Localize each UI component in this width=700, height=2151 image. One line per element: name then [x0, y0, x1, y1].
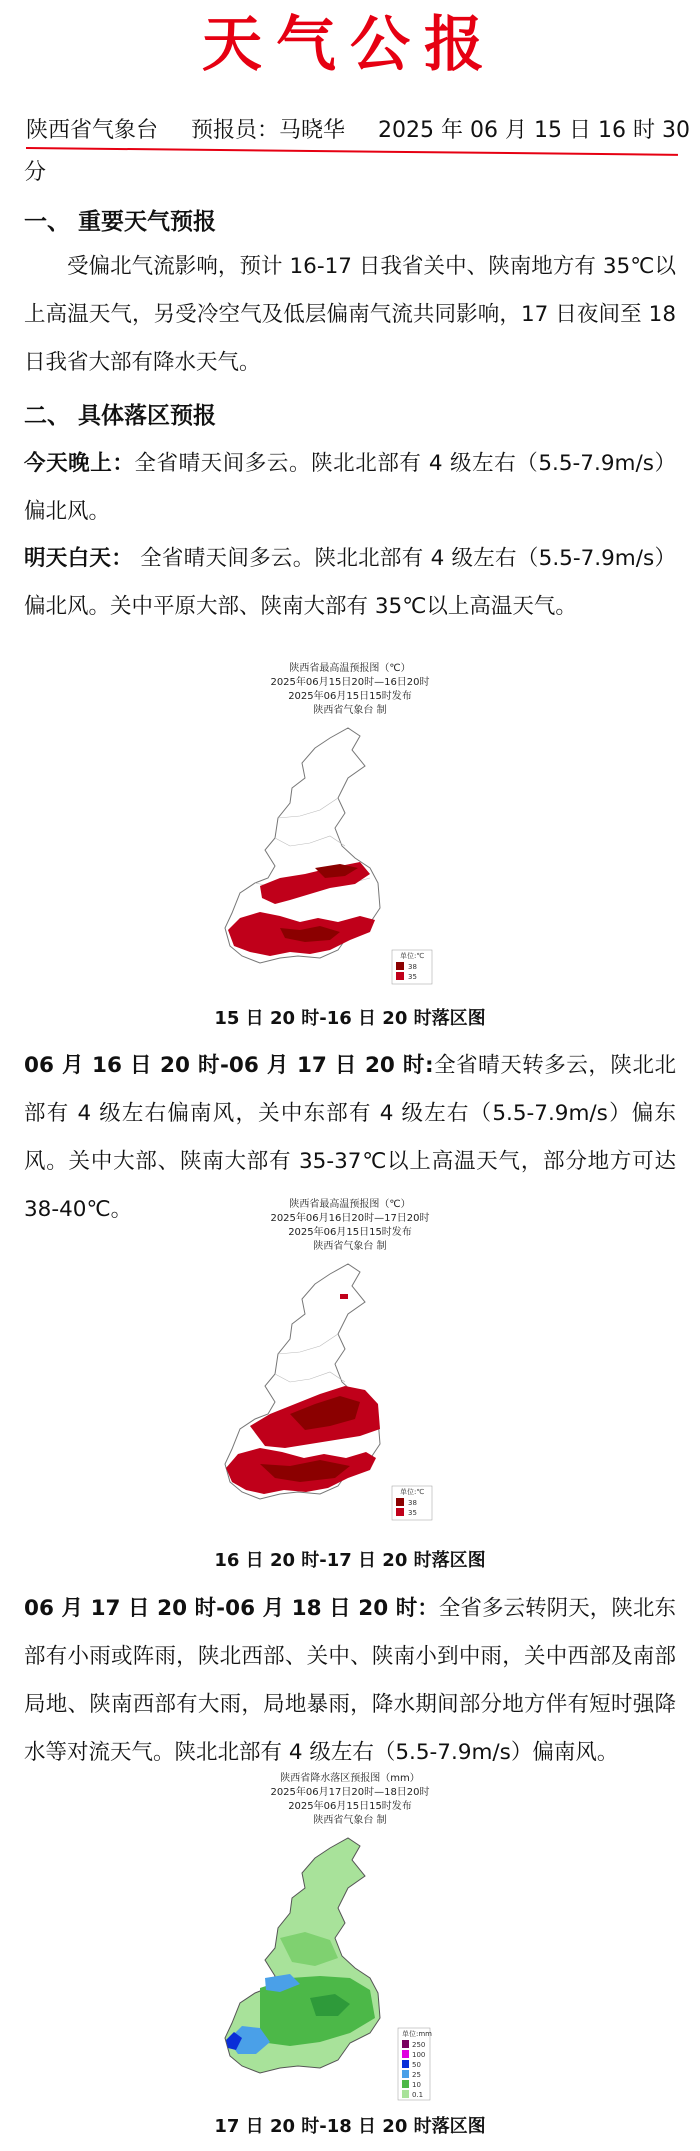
period3-forecast [24, 1585, 676, 1777]
map2-caption: 16 日 20 时-17 日 20 时落区图 [214, 1550, 486, 1571]
map2-title: 陕西省最高温预报图（℃） [289, 1199, 411, 1210]
map3-legend-25: 25 [412, 2071, 421, 2079]
map2-legend-35: 35 [408, 1509, 417, 1517]
tomorrow-text: 全省晴天间多云。陕北北部有 4 级左右（5.5-7.9m/s）偏北风。关中平原大部、陕南大部有 35℃以上高温天气。 [24, 546, 676, 619]
map3-legend-100: 100 [412, 2051, 426, 2059]
period3-text: 全省多云转阴天，陕北东部有小雨或阵雨，陕北西部、关中、陕南小到中雨，关中西部及南部局地、陕南西部有大雨，局地暴雨，降水期间部分地方伴有短时强降水等对流天气。陕北北部有 4 级左右（5.5-7.9m/s）偏南风。 [24, 1596, 676, 1765]
map1-graphic [220, 718, 480, 988]
map2-producer: 陕西省气象台 制 [313, 1241, 387, 1252]
period3-label: 06 月 17 日 20 时-06 月 18 日 20 时： [24, 1596, 439, 1621]
section-important-text: 受偏北气流影响，预计 16-17 日我省关中、陕南地方有 35℃以上高温天气，另受冷空气及低层偏南气流共同影响，17 日夜间至 18 日我省大部有降水天气。 [24, 254, 676, 375]
map2-graphic [220, 1254, 480, 1534]
precipitation-map [220, 1772, 480, 2108]
map3-legend-10: 10 [412, 2081, 421, 2089]
map2-issued: 2025年06月15日15时发布 [288, 1227, 412, 1238]
issue-datetime-tail: 分 [24, 160, 47, 185]
forecaster: 预报员：马晓华 [191, 118, 346, 143]
map1-title: 陕西省最高温预报图（℃） [289, 663, 411, 674]
header-red-rule [26, 147, 678, 156]
header-line [26, 116, 690, 146]
section-heading-detail: 二、 具体落区预报 [24, 403, 217, 429]
temperature-map-1 [220, 662, 480, 988]
map3-legend-0.1: 0.1 [412, 2091, 424, 2099]
map2-period: 2025年06月16日20时—17日20时 [270, 1213, 430, 1224]
map2-legend-38: 38 [408, 1499, 417, 1507]
period2-text: 全省晴天转多云，陕北北部有 4 级左右偏南风，关中东部有 4 级左右（5.5-7.9m/s）偏东风。关中大部、陕南大部有 35-37℃以上高温天气，部分地方可达 38-40℃。 [24, 1053, 676, 1222]
map1-issued: 2025年06月15日15时发布 [288, 691, 412, 702]
map1-period: 2025年06月15日20时—16日20时 [270, 677, 430, 688]
map3-title: 陕西省降水落区预报图（mm） [280, 1773, 420, 1784]
map3-legend-250: 250 [412, 2041, 426, 2049]
agency-name: 陕西省气象台 [26, 118, 159, 143]
map1-legend-35: 35 [408, 973, 417, 981]
map3-period: 2025年06月17日20时—18日20时 [270, 1787, 430, 1798]
map1-caption: 15 日 20 时-16 日 20 时落区图 [214, 1008, 486, 1029]
issue-datetime: 2025 年 06 月 15 日 16 时 30 [378, 118, 690, 143]
map2-legend-unit: 单位:℃ [400, 1488, 425, 1496]
tomorrow-label: 明天白天： [24, 546, 133, 571]
map3-producer: 陕西省气象台 制 [313, 1815, 387, 1826]
map3-issued: 2025年06月15日15时发布 [288, 1801, 412, 1812]
tomorrow-forecast [24, 535, 676, 631]
tonight-forecast [24, 440, 676, 536]
map3-caption: 17 日 20 时-18 日 20 时落区图 [214, 2116, 486, 2137]
map1-producer: 陕西省气象台 制 [313, 705, 387, 716]
map3-graphic [220, 1828, 480, 2108]
period2-label: 06 月 16 日 20 时-06 月 17 日 20 时: [24, 1053, 434, 1078]
map1-legend-38: 38 [408, 963, 417, 971]
map1-legend-unit: 单位:℃ [400, 952, 425, 960]
map3-legend-unit: 单位:mm [402, 2030, 432, 2038]
tonight-label: 今天晚上： [24, 451, 135, 476]
section-heading-important: 一、 重要天气预报 [24, 209, 217, 235]
tonight-text: 全省晴天间多云。陕北北部有 4 级左右（5.5-7.9m/s）偏北风。 [24, 451, 676, 524]
bulletin-title: 天气公报 [202, 10, 498, 80]
map3-legend-50: 50 [412, 2061, 421, 2069]
temperature-map-2 [220, 1198, 480, 1534]
